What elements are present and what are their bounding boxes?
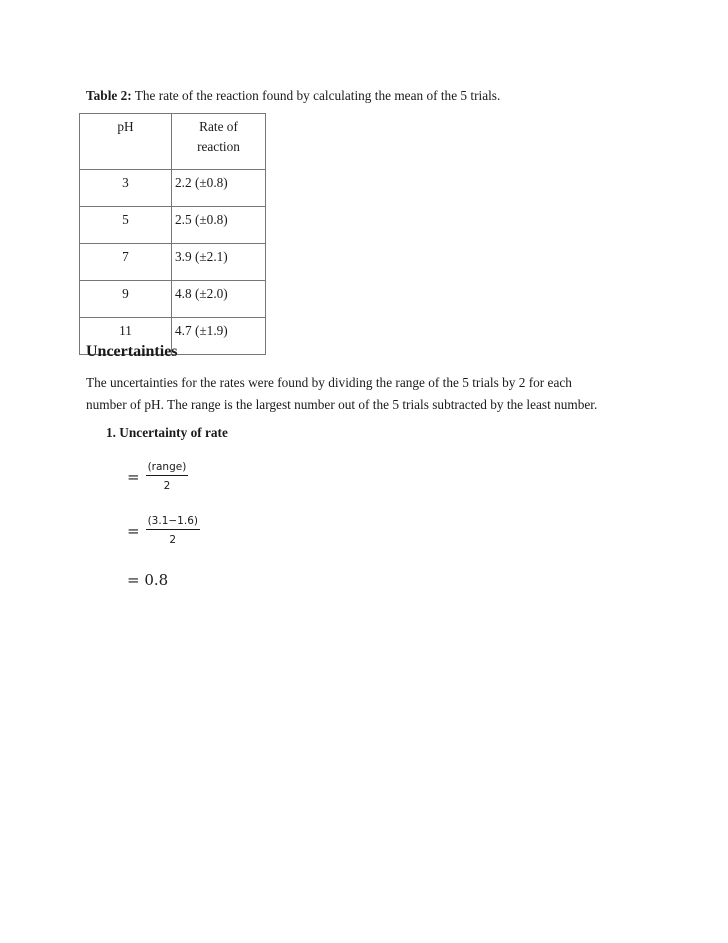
- fraction: [146, 515, 200, 546]
- cell-rate: 2.2 (±0.8): [172, 170, 266, 207]
- table-row: [80, 281, 266, 318]
- numerator: (3.1−1.6): [146, 515, 200, 530]
- numbered-list-item: 1. Uncertainty of rate: [106, 425, 228, 440]
- section-heading: Uncertainties: [86, 343, 178, 360]
- paragraph-line-1: The uncertainties for the rates were found by dividing the range of the 5 trials by 2 for each: [86, 375, 572, 390]
- denominator: 2: [169, 534, 177, 546]
- rate-table: [79, 113, 266, 355]
- equals-sign: =: [127, 467, 140, 486]
- caption-label: Table 2:: [86, 88, 132, 103]
- table-row: [80, 244, 266, 281]
- cell-ph: 9: [80, 281, 172, 318]
- cell-rate: 4.7 (±1.9): [172, 318, 266, 355]
- equals-sign: =: [127, 521, 140, 540]
- equation-result: = 0.8: [127, 571, 169, 589]
- cell-ph: 11: [80, 318, 172, 355]
- equation-1: [127, 461, 188, 492]
- table-row: [80, 170, 266, 207]
- cell-rate: 4.8 (±2.0): [172, 281, 266, 318]
- cell-ph: 5: [80, 207, 172, 244]
- fraction: [146, 461, 189, 492]
- cell-rate: 2.5 (±0.8): [172, 207, 266, 244]
- caption-text: The rate of the reaction found by calculating the mean of the 5 trials.: [131, 88, 501, 103]
- header-rate: Rate of reaction: [172, 114, 266, 170]
- equation-2: [127, 515, 200, 546]
- cell-ph: 3: [80, 170, 172, 207]
- table-caption: [86, 88, 500, 104]
- paragraph-line-2: number of pH. The range is the largest number out of the 5 trials subtracted by the least number.: [86, 397, 598, 412]
- table-header-row: [80, 114, 266, 170]
- numerator: (range): [146, 461, 189, 476]
- denominator: 2: [163, 480, 171, 492]
- table-row: [80, 207, 266, 244]
- header-ph: pH: [80, 114, 172, 170]
- section-paragraph: [86, 372, 686, 416]
- cell-rate: 3.9 (±2.1): [172, 244, 266, 281]
- cell-ph: 7: [80, 244, 172, 281]
